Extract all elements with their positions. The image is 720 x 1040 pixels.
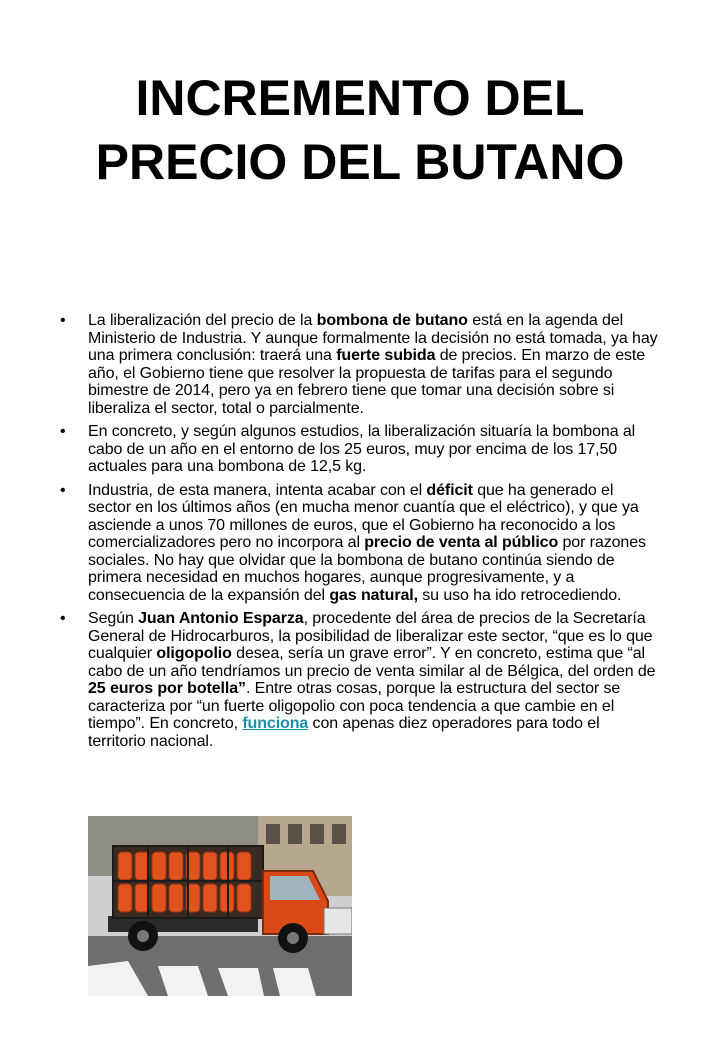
bold-text: 25 euros por botella” xyxy=(88,680,246,697)
text: Según xyxy=(88,610,139,627)
text: con apenas diez operadores para todo el territorio nacional. xyxy=(88,715,600,750)
text: por razones sociales. No hay que olvidar que la bombona de butano continúa siendo de primera necesidad en muchos hogares, aunque progresivamente, y a consecuencia de la expansión del xyxy=(88,534,646,604)
text: La liberalización del precio de la xyxy=(88,312,317,329)
funciona-link[interactable]: funciona xyxy=(242,715,309,732)
butane-truck-photo xyxy=(88,816,352,996)
bold-text: déficit xyxy=(426,481,473,499)
page-title xyxy=(0,66,720,194)
text: que ha generado el sector en los últimos años (en mucha menor cuantía que el eléctrico), y que ya asciende a unos 70 millones de euros, que el Gobierno ha reconocido a los comercializadores pero no incorpora al xyxy=(88,481,639,551)
bold-text: precio de venta al público xyxy=(364,534,559,551)
bullet-item-1 xyxy=(60,312,660,417)
bullet-dot: • xyxy=(60,423,66,440)
text: . Entre otras cosas, porque la estructura del sector se caracteriza por “un fuerte oligopolio con poca tendencia a que cambie en el tiempo”. En concreto, xyxy=(88,680,621,732)
bold-text: fuerte subida xyxy=(336,347,436,364)
bullet-dot: • xyxy=(60,481,66,499)
title-line-1: INCREMENTO DEL xyxy=(135,70,585,126)
text: desea, sería un grave error”. Y en concreto, estima que “al cabo de un año tendríamos un precio de venta similar al de Bélgica, del orden de xyxy=(88,645,656,680)
text: está en la agenda del Ministerio de Industria. Y aunque formalmente la decisión no está tomada, ya hay una primera conclusión: traerá una xyxy=(88,312,658,364)
text: Industria, de esta manera, intenta acabar con el xyxy=(88,481,427,499)
bullet-item-3 xyxy=(60,482,660,605)
bold-text: bombona de butano xyxy=(316,312,468,329)
bullet-dot: • xyxy=(60,312,66,329)
bullet-list xyxy=(60,312,660,756)
text: su uso ha ido retrocediendo. xyxy=(417,586,622,604)
bold-text: gas natural, xyxy=(329,586,418,604)
bullet-item-4 xyxy=(60,610,660,750)
text: de precios. En marzo de este año, el Gobierno tiene que resolver la propuesta de tarifas para el segundo bimestre de 2014, pero ya en febrero tiene que tomar una decisión sobre si liberaliza el sector, total o parcialmente. xyxy=(88,347,646,417)
bullet-dot: • xyxy=(60,610,66,627)
title-line-2: PRECIO DEL BUTANO xyxy=(95,134,625,190)
bullet-item-2 xyxy=(60,423,660,476)
text: En concreto, y según algunos estudios, la liberalización situaría la bombona al cabo de un año en el entorno de los 25 euros, muy por encima de los 17,50 actuales para una bombona de 12,5 kg. xyxy=(88,423,636,475)
bold-text: oligopolio xyxy=(156,645,232,662)
text: , procedente del área de precios de la Secretaría General de Hidrocarburos, la posibilidad de liberalizar este sector, “que es lo que cualquier xyxy=(88,610,653,662)
bold-text: Juan Antonio Esparza xyxy=(138,610,304,627)
